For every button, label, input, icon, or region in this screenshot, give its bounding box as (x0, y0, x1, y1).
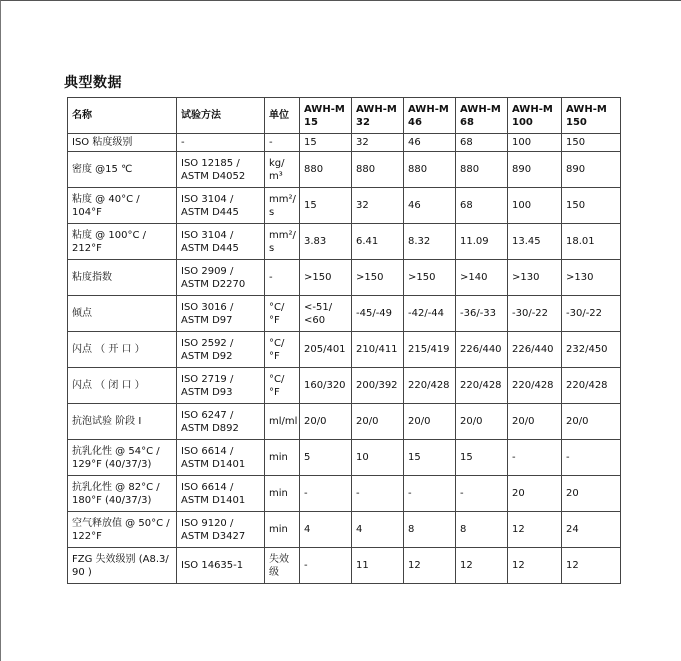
cell-test-method (177, 368, 265, 404)
cell-awh-m-15 (300, 224, 352, 260)
cell-awh-m-15 (300, 440, 352, 476)
cell-text: ml/ml (269, 416, 298, 427)
cell-text: 205/401 (304, 344, 346, 355)
cell-text: ASTM D892 (181, 422, 239, 434)
cell-text: ASTM D1401 (181, 494, 246, 506)
cell-text: 150 (566, 200, 586, 211)
cell-text: 220/428 (566, 380, 608, 391)
cell-test-method (177, 548, 265, 584)
cell-text: >150 (304, 272, 332, 283)
cell-text: m³ (269, 170, 283, 182)
header-name (68, 98, 177, 134)
cell-text: 46 (408, 200, 421, 211)
cell-name (68, 440, 177, 476)
cell-awh-m-150 (562, 152, 621, 188)
cell-text: 15 (460, 452, 473, 463)
cell-awh-m-15 (300, 134, 352, 152)
header-awh-m-46 (404, 98, 456, 134)
cell-text: kg/ (269, 157, 285, 169)
cell-unit (265, 332, 300, 368)
cell-text: ISO 9120 / (181, 517, 234, 529)
cell-text: ASTM D3427 (181, 530, 246, 542)
cell-text: 8.32 (408, 236, 431, 247)
cell-awh-m-15 (300, 260, 352, 296)
cell-awh-m-46 (404, 296, 456, 332)
cell-name (68, 260, 177, 296)
cell-text: 232/450 (566, 344, 608, 355)
cell-unit (265, 440, 300, 476)
table-header (68, 98, 621, 134)
cell-awh-m-100 (508, 512, 562, 548)
cell-unit (265, 260, 300, 296)
cell-awh-m-68 (456, 512, 508, 548)
cell-name (68, 368, 177, 404)
cell-text: - (269, 272, 273, 283)
cell-test-method (177, 296, 265, 332)
cell-text: <60 (304, 314, 326, 326)
cell-text: 180°F (40/37/3) (72, 494, 152, 506)
cell-text: 粘度指数 (72, 272, 112, 283)
cell-awh-m-68 (456, 368, 508, 404)
cell-text: 200/392 (356, 380, 398, 391)
cell-name (68, 476, 177, 512)
header-text: 68 (460, 116, 474, 128)
cell-test-method (177, 332, 265, 368)
cell-text: 10 (356, 452, 369, 463)
cell-awh-m-32 (352, 134, 404, 152)
table-row (68, 332, 621, 368)
cell-text: s (269, 242, 275, 254)
cell-text: 20/0 (356, 416, 379, 427)
cell-awh-m-100 (508, 188, 562, 224)
table-row (68, 152, 621, 188)
cell-text: 3.83 (304, 236, 327, 247)
cell-text: 抗乳化性 @ 82°C / (72, 481, 160, 493)
table-row (68, 368, 621, 404)
cell-text: 20/0 (304, 416, 327, 427)
cell-awh-m-46 (404, 368, 456, 404)
cell-awh-m-32 (352, 152, 404, 188)
cell-text: 160/320 (304, 380, 346, 391)
cell-text: 级 (269, 566, 279, 578)
cell-awh-m-100 (508, 152, 562, 188)
cell-awh-m-46 (404, 188, 456, 224)
cell-text: ASTM D93 (181, 386, 233, 398)
cell-text: ISO 12185 / (181, 157, 240, 169)
cell-text: mm²/ (269, 229, 296, 241)
cell-test-method (177, 440, 265, 476)
cell-test-method (177, 134, 265, 152)
header-text: 100 (512, 116, 533, 128)
cell-text: ISO 2592 / (181, 337, 234, 349)
cell-text: mm²/ (269, 193, 296, 205)
cell-test-method (177, 260, 265, 296)
cell-text: s (269, 206, 275, 218)
cell-awh-m-150 (562, 368, 621, 404)
header-text: AWH-M (566, 103, 607, 115)
cell-awh-m-32 (352, 512, 404, 548)
cell-awh-m-15 (300, 404, 352, 440)
cell-text: 密度 @15 ℃ (72, 164, 133, 175)
cell-awh-m-100 (508, 260, 562, 296)
section-title: 典型数据 (64, 75, 122, 91)
cell-text: 220/428 (460, 380, 502, 391)
cell-text: 20 (512, 488, 525, 499)
header-awh-m-100 (508, 98, 562, 134)
cell-text: 15 (408, 452, 421, 463)
cell-awh-m-150 (562, 548, 621, 584)
cell-text: 32 (356, 200, 369, 211)
cell-awh-m-68 (456, 260, 508, 296)
header-text: AWH-M (356, 103, 397, 115)
cell-text: FZG 失效级别 (A8.3/ (72, 553, 169, 565)
cell-awh-m-68 (456, 332, 508, 368)
cell-text: 闪点 （ 开 口 ） (72, 344, 145, 355)
cell-text: -30/-22 (566, 308, 603, 319)
cell-text: - (512, 452, 516, 463)
cell-text: ASTM D4052 (181, 170, 246, 182)
cell-text: 20/0 (460, 416, 483, 427)
cell-text: ASTM D1401 (181, 458, 246, 470)
cell-awh-m-68 (456, 134, 508, 152)
cell-text: -30/-22 (512, 308, 549, 319)
cell-text: ASTM D445 (181, 242, 239, 254)
cell-text: 215/419 (408, 344, 450, 355)
cell-awh-m-15 (300, 188, 352, 224)
cell-name (68, 332, 177, 368)
cell-text: 129°F (40/37/3) (72, 458, 152, 470)
header-text: 名称 (72, 110, 92, 121)
cell-awh-m-46 (404, 548, 456, 584)
cell-awh-m-150 (562, 188, 621, 224)
cell-awh-m-46 (404, 440, 456, 476)
cell-text: 220/428 (408, 380, 450, 391)
cell-text: >130 (512, 272, 540, 283)
cell-text: 210/411 (356, 344, 398, 355)
header-text: 32 (356, 116, 370, 128)
cell-text: ISO 6614 / (181, 481, 234, 493)
cell-text: - (460, 488, 464, 499)
header-text: 150 (566, 116, 587, 128)
table-row (68, 476, 621, 512)
cell-text: 抗泡试验 阶段 I (72, 416, 142, 427)
cell-awh-m-32 (352, 476, 404, 512)
cell-text: 880 (304, 164, 324, 175)
cell-text: 122°F (72, 530, 102, 542)
cell-text: ISO 3104 / (181, 193, 234, 205)
cell-awh-m-32 (352, 440, 404, 476)
cell-text: ISO 2909 / (181, 265, 234, 277)
cell-awh-m-68 (456, 152, 508, 188)
header-awh-m-150 (562, 98, 621, 134)
cell-text: 18.01 (566, 236, 595, 247)
table-row (68, 548, 621, 584)
table-row (68, 224, 621, 260)
cell-text: - (304, 560, 308, 571)
cell-awh-m-100 (508, 224, 562, 260)
cell-text: 212°F (72, 242, 102, 254)
cell-text: 8 (460, 524, 467, 535)
cell-awh-m-32 (352, 548, 404, 584)
cell-text: ISO 14635-1 (181, 560, 244, 571)
cell-awh-m-15 (300, 332, 352, 368)
cell-text: ISO 6247 / (181, 409, 234, 421)
cell-awh-m-100 (508, 296, 562, 332)
cell-awh-m-32 (352, 368, 404, 404)
cell-text: ISO 6614 / (181, 445, 234, 457)
cell-unit (265, 188, 300, 224)
cell-text: 空气释放值 @ 50°C / (72, 517, 170, 529)
cell-unit (265, 296, 300, 332)
cell-unit (265, 512, 300, 548)
cell-text: >150 (356, 272, 384, 283)
cell-text: 20/0 (512, 416, 535, 427)
cell-name (68, 152, 177, 188)
cell-awh-m-15 (300, 476, 352, 512)
cell-text: - (181, 137, 185, 148)
cell-unit (265, 548, 300, 584)
cell-unit (265, 368, 300, 404)
cell-awh-m-32 (352, 404, 404, 440)
cell-awh-m-68 (456, 224, 508, 260)
cell-text: 150 (566, 137, 586, 148)
header-text: 试验方法 (181, 110, 221, 121)
cell-awh-m-46 (404, 404, 456, 440)
cell-awh-m-46 (404, 332, 456, 368)
cell-text: 6.41 (356, 236, 379, 247)
cell-text: ASTM D2270 (181, 278, 246, 290)
cell-text: 880 (408, 164, 428, 175)
cell-awh-m-68 (456, 476, 508, 512)
cell-text: >140 (460, 272, 488, 283)
cell-awh-m-32 (352, 296, 404, 332)
cell-awh-m-150 (562, 404, 621, 440)
cell-text: >130 (566, 272, 594, 283)
cell-text: - (356, 488, 360, 499)
cell-text: 12 (408, 560, 421, 571)
cell-text: ASTM D97 (181, 314, 233, 326)
cell-text: 12 (460, 560, 473, 571)
table-row (68, 296, 621, 332)
cell-test-method (177, 224, 265, 260)
header-test-method (177, 98, 265, 134)
cell-awh-m-68 (456, 188, 508, 224)
header-text: 单位 (269, 110, 289, 121)
cell-text: 11.09 (460, 236, 489, 247)
header-text: AWH-M (460, 103, 501, 115)
cell-awh-m-32 (352, 260, 404, 296)
cell-name (68, 224, 177, 260)
cell-text: -45/-49 (356, 308, 393, 319)
cell-awh-m-32 (352, 332, 404, 368)
cell-name (68, 134, 177, 152)
table-row (68, 134, 621, 152)
cell-text: 890 (566, 164, 586, 175)
cell-awh-m-15 (300, 152, 352, 188)
cell-text: °C/°F (269, 337, 285, 362)
cell-text: min (269, 488, 288, 499)
table-row (68, 260, 621, 296)
cell-awh-m-100 (508, 440, 562, 476)
cell-awh-m-46 (404, 134, 456, 152)
cell-awh-m-150 (562, 224, 621, 260)
cell-text: - (566, 452, 570, 463)
cell-text: 68 (460, 200, 473, 211)
cell-test-method (177, 404, 265, 440)
header-text: AWH-M (512, 103, 553, 115)
cell-text: 失效 (269, 553, 289, 565)
cell-text: 46 (408, 137, 421, 148)
cell-text: 粘度 @ 40°C / 104°F (72, 193, 140, 218)
cell-name (68, 512, 177, 548)
cell-text: - (269, 137, 273, 148)
cell-unit (265, 476, 300, 512)
cell-text: -42/-44 (408, 308, 445, 319)
cell-text: 抗乳化性 @ 54°C / (72, 445, 160, 457)
cell-text: min (269, 452, 288, 463)
cell-awh-m-15 (300, 368, 352, 404)
cell-text: ISO 粘度级别 (72, 137, 133, 148)
header-awh-m-15 (300, 98, 352, 134)
header-text: AWH-M (408, 103, 449, 115)
header-text: AWH-M (304, 103, 345, 115)
cell-text: 100 (512, 200, 532, 211)
cell-text: - (408, 488, 412, 499)
cell-awh-m-46 (404, 260, 456, 296)
cell-text: 20/0 (566, 416, 589, 427)
cell-text: 15 (304, 200, 317, 211)
cell-text: 倾点 (72, 308, 92, 319)
cell-name (68, 296, 177, 332)
cell-text: 20/0 (408, 416, 431, 427)
cell-text: 226/440 (512, 344, 554, 355)
cell-text: 20 (566, 488, 579, 499)
cell-awh-m-46 (404, 152, 456, 188)
cell-awh-m-150 (562, 134, 621, 152)
cell-awh-m-46 (404, 476, 456, 512)
cell-text: -36/-33 (460, 308, 497, 319)
cell-text: °C/°F (269, 301, 285, 326)
cell-awh-m-150 (562, 476, 621, 512)
cell-text: 粘度 @ 100°C / (72, 229, 146, 241)
cell-awh-m-150 (562, 440, 621, 476)
cell-text: min (269, 524, 288, 535)
cell-name (68, 404, 177, 440)
cell-awh-m-100 (508, 332, 562, 368)
header-text: 15 (304, 116, 318, 128)
cell-unit (265, 152, 300, 188)
table-row (68, 188, 621, 224)
cell-awh-m-46 (404, 512, 456, 548)
cell-text: °C/°F (269, 373, 285, 398)
header-text: 46 (408, 116, 422, 128)
header-unit (265, 98, 300, 134)
cell-text: 12 (512, 560, 525, 571)
cell-text: 880 (460, 164, 480, 175)
header-row (68, 98, 621, 134)
typical-data-table (67, 97, 621, 584)
cell-text: 68 (460, 137, 473, 148)
cell-text: - (304, 488, 308, 499)
cell-text: ISO 3016 / (181, 301, 234, 313)
cell-text: >150 (408, 272, 436, 283)
cell-text: 12 (566, 560, 579, 571)
cell-text: 4 (356, 524, 363, 535)
cell-awh-m-68 (456, 296, 508, 332)
cell-awh-m-150 (562, 260, 621, 296)
cell-awh-m-150 (562, 332, 621, 368)
cell-text: 90 ) (72, 566, 92, 578)
cell-text: 890 (512, 164, 532, 175)
cell-text: ISO 3104 / (181, 229, 234, 241)
table-row (68, 512, 621, 548)
cell-text: ASTM D445 (181, 206, 239, 218)
table-row (68, 404, 621, 440)
cell-text: ASTM D92 (181, 350, 233, 362)
table-body (68, 134, 621, 584)
cell-unit (265, 134, 300, 152)
cell-unit (265, 224, 300, 260)
cell-name (68, 548, 177, 584)
cell-text: 8 (408, 524, 415, 535)
header-awh-m-32 (352, 98, 404, 134)
cell-name (68, 188, 177, 224)
cell-text: 32 (356, 137, 369, 148)
cell-awh-m-68 (456, 548, 508, 584)
cell-awh-m-68 (456, 440, 508, 476)
cell-text: 15 (304, 137, 317, 148)
cell-text: 11 (356, 560, 369, 571)
cell-text: ISO 2719 / (181, 373, 234, 385)
cell-test-method (177, 188, 265, 224)
cell-awh-m-68 (456, 404, 508, 440)
cell-awh-m-15 (300, 512, 352, 548)
cell-awh-m-100 (508, 476, 562, 512)
cell-text: 24 (566, 524, 579, 535)
cell-test-method (177, 152, 265, 188)
cell-unit (265, 404, 300, 440)
cell-text: 12 (512, 524, 525, 535)
cell-text: 226/440 (460, 344, 502, 355)
cell-text: 13.45 (512, 236, 541, 247)
cell-awh-m-150 (562, 296, 621, 332)
cell-test-method (177, 512, 265, 548)
cell-text: 880 (356, 164, 376, 175)
cell-text: 4 (304, 524, 311, 535)
cell-awh-m-32 (352, 188, 404, 224)
cell-awh-m-100 (508, 134, 562, 152)
cell-awh-m-15 (300, 548, 352, 584)
cell-text: <-51/ (304, 301, 333, 313)
cell-text: 100 (512, 137, 532, 148)
cell-awh-m-32 (352, 224, 404, 260)
cell-text: 5 (304, 452, 311, 463)
header-awh-m-68 (456, 98, 508, 134)
table-row (68, 440, 621, 476)
cell-text: 220/428 (512, 380, 554, 391)
cell-awh-m-15 (300, 296, 352, 332)
cell-awh-m-150 (562, 512, 621, 548)
cell-awh-m-100 (508, 368, 562, 404)
cell-awh-m-46 (404, 224, 456, 260)
cell-awh-m-100 (508, 404, 562, 440)
cell-awh-m-100 (508, 548, 562, 584)
cell-test-method (177, 476, 265, 512)
cell-text: 闪点 （ 闭 口 ） (72, 380, 145, 391)
